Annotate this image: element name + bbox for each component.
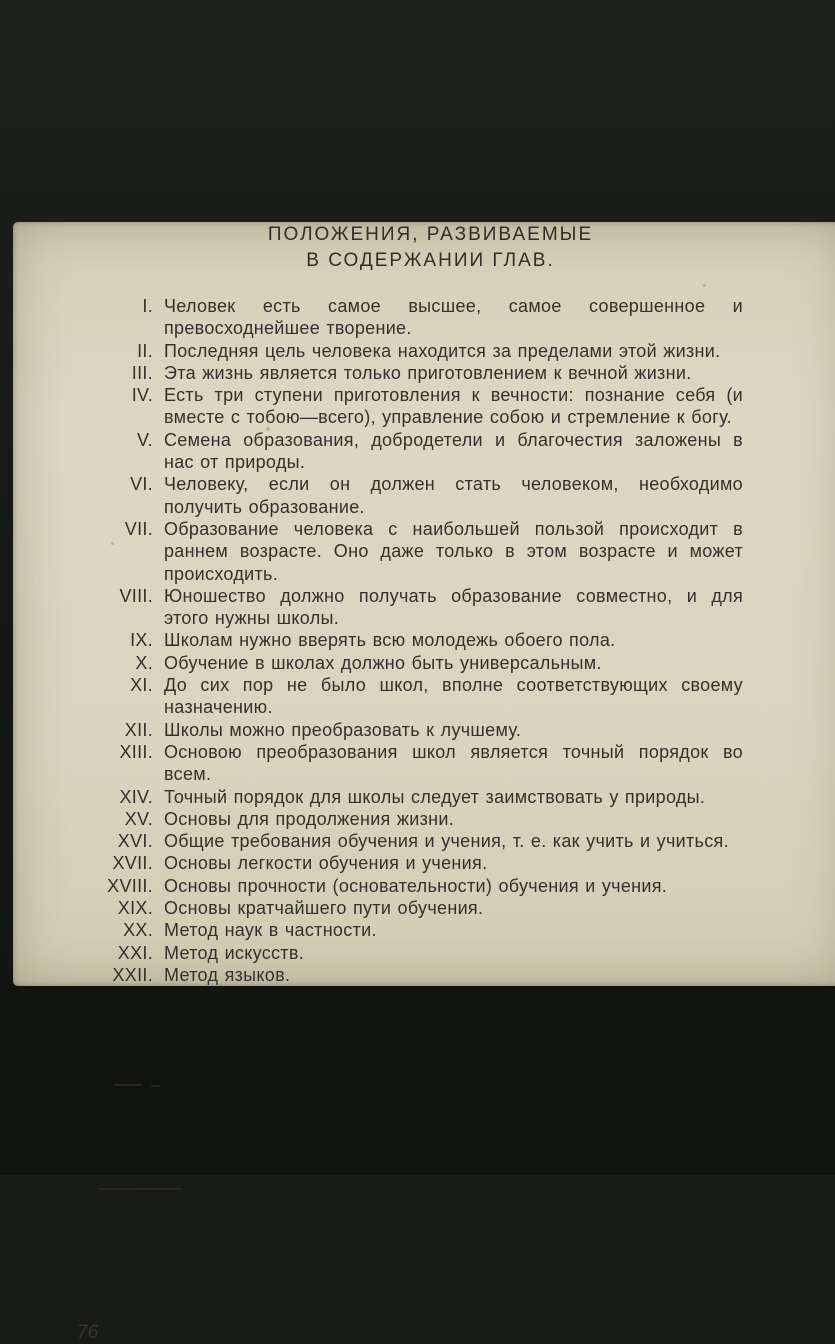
thesis-numeral: XV. (124, 808, 153, 829)
thesis-text: Человек есть самое высшее, самое совершенное и превосходнейшее творение. (164, 296, 743, 339)
thesis-numeral: IV. (131, 385, 153, 406)
thesis-text: Метод наук в частности. (164, 920, 377, 941)
thesis-item (13, 629, 835, 651)
thesis-text: Школам нужно вверять всю молодежь обоего пола. (164, 630, 616, 651)
thesis-text: Последняя цель человека находится за пределами этой жизни. (164, 340, 721, 361)
thesis-numeral: VII. (124, 518, 153, 539)
thesis-text: Общие требования обучения и учения, т. е. как учить и учиться. (164, 831, 729, 852)
thesis-item (13, 518, 835, 585)
thesis-item (13, 340, 835, 362)
thesis-item (13, 295, 835, 340)
theses-list (13, 295, 835, 986)
thesis-text: Основою преобразования школ является точный порядок во всем. (164, 741, 743, 785)
thesis-item (13, 362, 835, 384)
pencil-mark (113, 1084, 143, 1086)
thesis-text: Человеку, если он должен стать человеком, необходимо получить образование. (164, 474, 743, 517)
thesis-numeral: I. (142, 296, 153, 316)
thesis-text: Метод искусств. (164, 942, 305, 963)
thesis-text: Юношество должно получать образование совместно, и для этого нужны школы. (164, 585, 743, 629)
thesis-item (13, 429, 835, 474)
thesis-numeral: XIII. (119, 741, 153, 762)
thesis-numeral: XXII. (112, 964, 153, 985)
page-title-line1: ПОЛОЖЕНИЯ, РАЗВИВАЕМЫЕ (267, 224, 594, 245)
book-page (13, 222, 835, 1343)
thesis-item (13, 741, 835, 786)
thesis-numeral: XX. (123, 920, 153, 941)
paper-speck (266, 427, 270, 431)
paper-speck (703, 284, 706, 287)
thesis-item (13, 719, 835, 741)
thesis-item (13, 964, 835, 986)
thesis-numeral: II. (137, 340, 153, 361)
thesis-text: Есть три ступени приготовления к вечности: познание себя (и вместе с тобою—всего), управление собою и стремление к богу. (164, 385, 743, 428)
thesis-item (13, 384, 835, 429)
thesis-numeral: XVIII. (107, 875, 153, 896)
thesis-text: Основы прочности (основательности) обучения и учения. (164, 875, 668, 896)
thesis-numeral: XII. (124, 719, 153, 740)
thesis-numeral: XIX. (117, 898, 153, 919)
pencil-mark (97, 1188, 183, 1191)
thesis-numeral: XXI. (117, 942, 153, 963)
thesis-item (13, 830, 835, 852)
thesis-item (13, 875, 835, 897)
thesis-numeral: VI. (130, 474, 153, 495)
thesis-numeral: XVI. (117, 831, 153, 852)
thesis-item (13, 674, 835, 719)
thesis-numeral: XI. (130, 675, 153, 696)
thesis-item (13, 585, 835, 630)
page-title-line2: В СОДЕРЖАНИИ ГЛАВ. (306, 250, 555, 271)
thesis-item (13, 852, 835, 874)
thesis-text: Образование человека с наибольшей пользой происходит в раннем возрасте. Оно даже только в этом возрасте и может происходить. (164, 518, 743, 584)
thesis-item (13, 786, 835, 808)
page-title (13, 222, 835, 274)
thesis-item (13, 473, 835, 518)
thesis-item (13, 919, 835, 941)
thesis-numeral: XIV. (119, 786, 153, 807)
thesis-text: Основы легкости обучения и учения. (164, 853, 488, 874)
thesis-text: Обучение в школах должно быть универсальным. (164, 652, 602, 673)
thesis-text: Семена образования, добродетели и благочестия заложены в нас от природы. (164, 429, 743, 473)
thesis-text: Метод языков. (164, 964, 291, 985)
thesis-numeral: X. (135, 652, 153, 673)
thesis-text: Основы для продолжения жизни. (164, 808, 455, 829)
thesis-text: До сих пор не было школ, вполне соответствующих своему назначению. (164, 675, 743, 718)
thesis-numeral: XVII. (112, 853, 153, 874)
thesis-item (13, 942, 835, 964)
thesis-text: Школы можно преобразовать к лучшему. (164, 719, 522, 740)
thesis-item (13, 808, 835, 830)
thesis-numeral: VIII. (119, 585, 153, 606)
thesis-text: Эта жизнь является только приготовлением к вечной жизни. (164, 362, 692, 383)
thesis-text: Основы кратчайшего пути обучения. (164, 898, 484, 919)
thesis-item (13, 897, 835, 919)
thesis-numeral: III. (131, 362, 153, 383)
pencil-mark (151, 1085, 160, 1087)
thesis-numeral: IX. (130, 630, 153, 651)
thesis-item (13, 652, 835, 674)
paper-speck (111, 542, 114, 545)
thesis-numeral: V. (137, 429, 153, 450)
thesis-text: Точный порядок для школы следует заимствовать у природы. (164, 786, 706, 807)
page-number: 76 (77, 1322, 99, 1343)
